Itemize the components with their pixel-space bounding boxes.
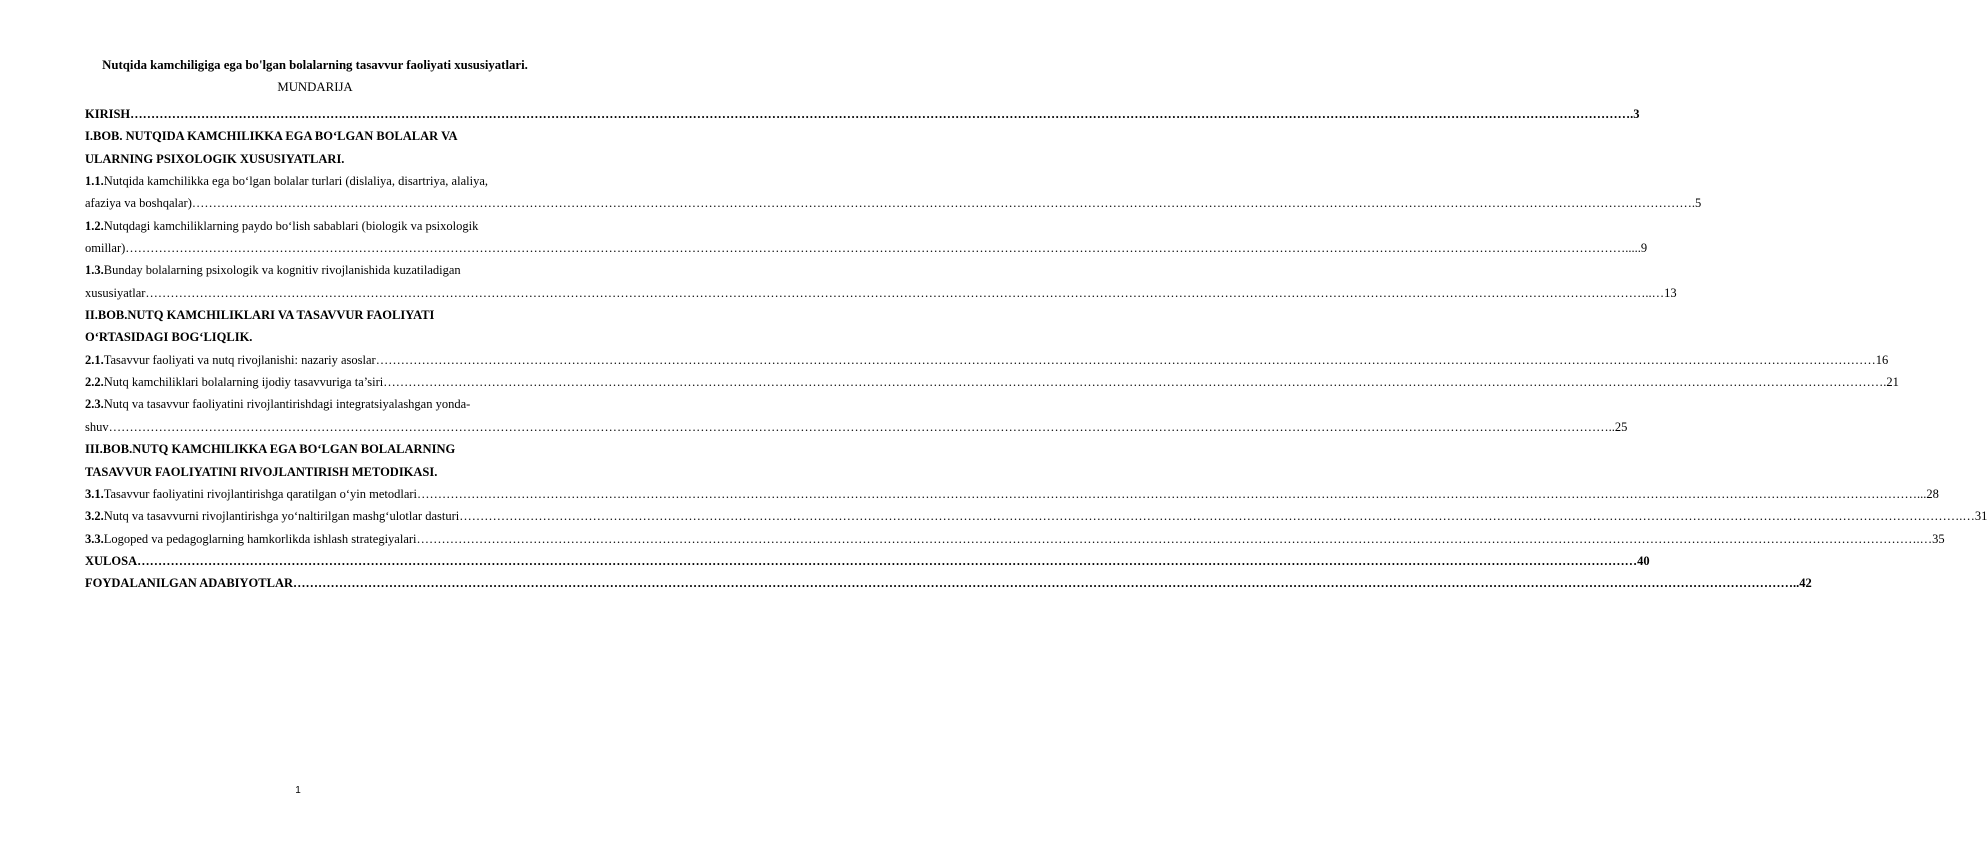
toc-entry-2-3[interactable] (85, 393, 557, 415)
section-number: 1.1. (85, 174, 104, 189)
document-title: Nutqida kamchiligiga ega bo'lgan bolalarning tasavvur faoliyati xususiyatlari. (102, 58, 528, 72)
toc-page-number: .21 (1883, 375, 1899, 390)
toc-chapter-1-line-1[interactable]: I.BOB. NUTQIDA KAMCHILIKKA EGA BO‘LGAN BOLALAR VA (85, 129, 458, 144)
toc-page-number: 16 (1875, 352, 1889, 367)
section-title: Nutq va tasavvurni rivojlantirishga yo‘naltirilgan mashg‘ulotlar dasturi (103, 509, 460, 524)
toc-entry-label: XULOSA (85, 553, 138, 568)
toc-entry-intro[interactable] (85, 103, 1640, 125)
toc-entry-2-1[interactable] (85, 349, 1889, 371)
section-title: Nutqida kamchilikka ega bo‘lgan bolalar turlari (dislaliya, disartriya, alaliya, (103, 174, 488, 189)
section-number: 1.2. (85, 218, 104, 233)
section-number: 1.3. (85, 263, 104, 278)
toc-page-number: ..…13 (1645, 285, 1677, 300)
toc-entry-label: KIRISH (85, 107, 131, 121)
dot-leader: ……………………………………………………………………………………………………………………………………………………………………………………………………………………………………………………………………………………………………………………………… (293, 576, 1794, 591)
section-title: Logoped va pedagoglarning hamkorlikda ishlash strategiyalari (103, 531, 417, 546)
toc-entry-1-3[interactable] (85, 259, 557, 281)
section-number: 2.2. (85, 375, 104, 390)
toc-page-number: .....9 (1625, 241, 1648, 256)
toc-page-number: ..25 (1608, 419, 1628, 434)
toc-entry-2-2[interactable] (85, 371, 1899, 393)
section-title: Tasavvur faoliyatini rivojlantirishga qaratilgan o‘yin metodlari (103, 486, 418, 501)
dot-leader: ……………………………………………………………………………………………………………………………………………………………………………………………………………………………………………………………………………………………………………………………… (108, 419, 1609, 434)
page-number: 1 (295, 785, 301, 796)
section-title: Nutq va tasavvur faoliyatini rivojlantirishdagi integratsiyalashgan yonda- (103, 397, 471, 412)
toc-entry-3-3[interactable] (85, 528, 1945, 550)
toc-chapter-3-line-1[interactable]: III.BOB.NUTQ KAMCHILIKKA EGA BO‘LGAN BOLALARNING (85, 442, 456, 457)
toc-entry-references[interactable] (85, 572, 1812, 594)
dot-leader: ……………………………………………………………………………………………………………………………………………………………………………………………………………………………………………………………………………………………………………………………… (383, 375, 1884, 390)
section-number: 2.3. (85, 397, 104, 412)
section-title: Nutq kamchiliklari bolalarning ijodiy tasavvuriga ta’siri (103, 375, 384, 390)
toc-entry-3-2[interactable] (85, 505, 1987, 527)
toc-entry-1-3-cont[interactable] (85, 282, 1677, 304)
toc-page-number: .3 (1630, 107, 1640, 121)
dot-leader: ……………………………………………………………………………………………………………………………………………………………………………………………………………………………………………………………………………………………………………………………… (459, 509, 1960, 524)
toc-entry-1-1-cont[interactable] (85, 192, 1702, 214)
section-title: Bunday bolalarning psixologik va kognitiv rivojlanishida kuzatiladigan (103, 263, 461, 278)
toc-entry-conclusion[interactable] (85, 550, 1650, 572)
dot-leader: ……………………………………………………………………………………………………………………………………………………………………………………………………………………………………………………………………………………………………………………………… (416, 531, 1917, 546)
toc-entry-1-2-cont[interactable] (85, 237, 1648, 259)
dot-leader: ……………………………………………………………………………………………………………………………………………………………………………………………………………………………………………………………………………………………………………………………… (417, 486, 1918, 501)
dot-leader: ……………………………………………………………………………………………………………………………………………………………………………………………………………………………………………………………………………………………………………………………… (375, 352, 1876, 367)
section-title: Nutqdagi kamchiliklarning paydo bo‘lish sabablari (biologik va psixologik (103, 218, 479, 233)
toc-entry-1-2[interactable] (85, 215, 557, 237)
dot-leader: ……………………………………………………………………………………………………………………………………………………………………………………………………………………………………………………………………………………………………………………………… (130, 107, 1631, 121)
toc-chapter-2-line-2[interactable]: O‘RTASIDAGI BOG‘LIQLIK. (85, 330, 253, 345)
section-title-cont: omillar) (85, 241, 126, 256)
dot-leader: ……………………………………………………………………………………………………………………………………………………………………………………………………………………………………………………………………………………………………………………………… (137, 553, 1638, 568)
section-title-cont: afaziya va boshqalar) (85, 196, 192, 211)
section-title: Tasavvur faoliyati va nutq rivojlanishi: nazariy asoslar (103, 352, 376, 367)
toc-heading: MUNDARIJA (277, 80, 353, 94)
dot-leader: ……………………………………………………………………………………………………………………………………………………………………………………………………………………………………………………………………………………………………………………………… (125, 241, 1626, 256)
toc-page-number: 40 (1637, 553, 1650, 568)
section-number: 3.3. (85, 531, 104, 546)
toc-page-number: ...28 (1917, 486, 1939, 501)
section-number: 3.1. (85, 486, 104, 501)
toc-page-number: .5 (1691, 196, 1702, 211)
toc-chapter-3-line-2[interactable]: TASAVVUR FAOLIYATINI RIVOJLANTIRISH METODIKASI. (85, 464, 438, 479)
section-number: 2.1. (85, 352, 104, 367)
toc-page-number: .…31 (1959, 509, 1987, 524)
section-number: 3.2. (85, 509, 104, 524)
toc-entry-2-3-cont[interactable] (85, 416, 1628, 438)
toc-chapter-1-line-2[interactable]: ULARNING PSIXOLOGIK XUSUSIYATLARI. (85, 151, 345, 166)
section-title-cont: shuv (85, 419, 109, 434)
toc-entry-3-1[interactable] (85, 483, 1939, 505)
toc-chapter-2-line-1[interactable]: II.BOB.NUTQ KAMCHILIKLARI VA TASAVVUR FAOLIYATI (85, 308, 435, 323)
dot-leader: ……………………………………………………………………………………………………………………………………………………………………………………………………………………………………………………………………………………………………………………………… (191, 196, 1692, 211)
toc-entry-1-1[interactable] (85, 170, 557, 192)
table-of-contents (85, 103, 1987, 595)
toc-entry-label: FOYDALANILGAN ADABIYOTLAR (85, 576, 294, 591)
dot-leader: ……………………………………………………………………………………………………………………………………………………………………………………………………………………………………………………………………………………………………………………………… (145, 285, 1646, 300)
toc-page-number: .…35 (1916, 531, 1945, 546)
section-title-cont: xususiyatlar (85, 285, 146, 300)
toc-page-number: ..42 (1793, 576, 1812, 591)
